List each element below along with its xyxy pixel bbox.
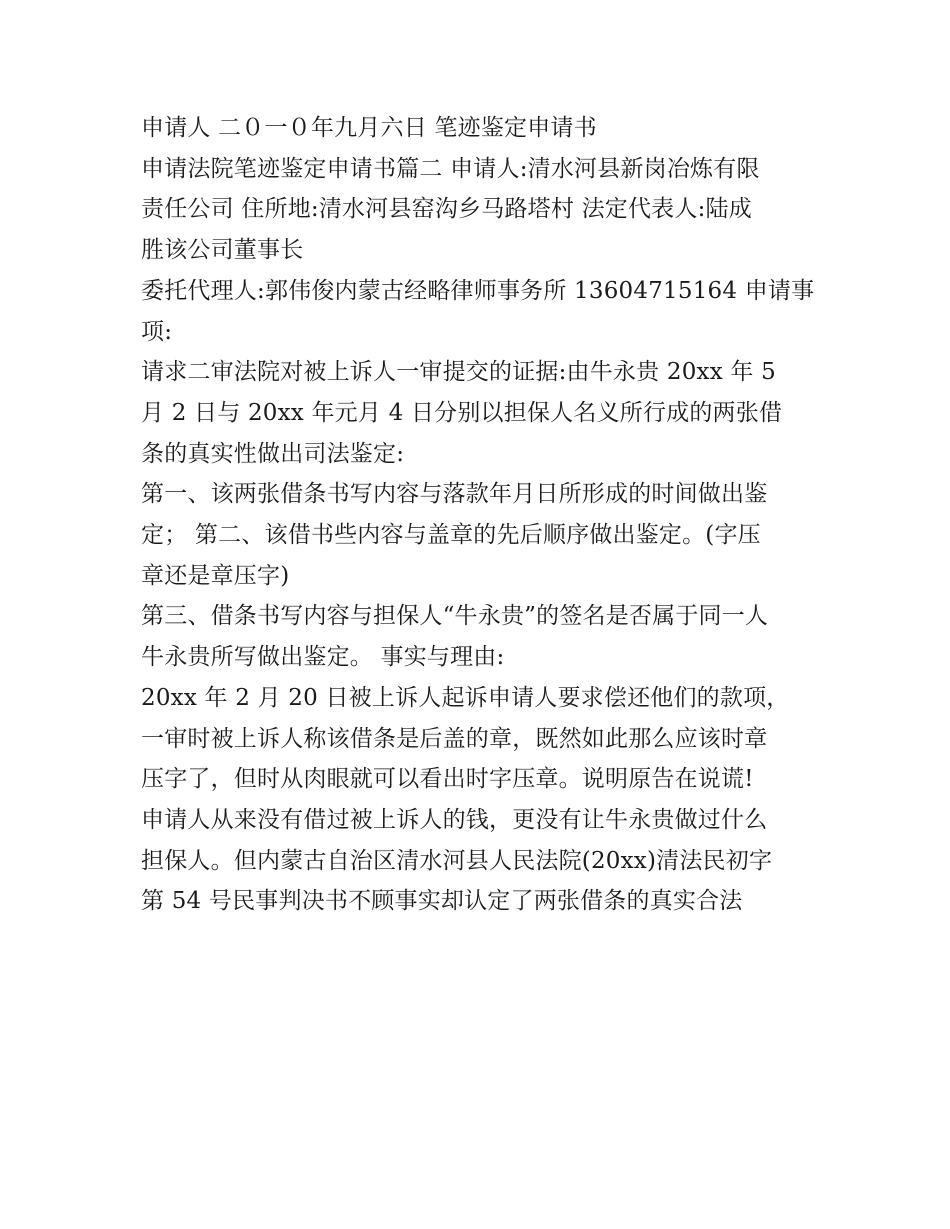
text-line-12: 章还是章压字) [141,562,290,589]
text-line-9: 条的真实性做出司法鉴定: [141,440,405,467]
text-line-8: 月 2 日与 20xx 年元月 4 日分别以担保人名义所行成的两张借 [141,399,783,426]
text-line-7: 请求二审法院对被上诉人一审提交的证据:由牛永贵 20xx 年 5 [141,359,776,386]
text-line-2: 申请法院笔迹鉴定申请书篇二 申请人:清水河县新岗冶炼有限 [141,155,760,182]
text-line-11: 定； 第二、该借书些内容与盖章的先后顺序做出鉴定。(字压 [141,522,761,549]
text-line-16: 一审时被上诉人称该借条是后盖的章，既然如此那么应该时章 [141,725,768,752]
text-line-1: 申请人 二０一０年九月六日 笔迹鉴定申请书 [141,115,597,141]
text-line-13: 第三、借条书写内容与担保人“牛永贵”的签名是否属于同一人 [141,603,769,630]
text-line-15: 20xx 年 2 月 20 日被上诉人起诉申请人要求偿还他们的款项， [141,684,790,711]
text-line-5: 委托代理人:郭伟俊内蒙古经略律师事务所 13604715164 申请事 [141,277,815,304]
text-line-10: 第一、该两张借条书写内容与落款年月日所形成的时间做出鉴 [141,481,768,508]
text-line-18: 申请人从来没有借过被上诉人的钱，更没有让牛永贵做过什么 [141,806,768,833]
text-line-17: 压字了，但时从肉眼就可以看出时字压章。说明原告在说谎! [141,766,754,793]
text-line-4: 胜该公司董事长 [141,237,304,264]
text-line-19: 担保人。但内蒙古自治区清水河县人民法院(20xx)清法民初字 [141,847,773,874]
text-line-20: 第 54 号民事判决书不顾事实却认定了两张借条的真实合法 [141,888,743,915]
document-body [141,108,821,922]
text-line-6: 项: [141,318,173,345]
text-line-3: 责任公司 住所地:清水河县窑沟乡马路塔村 法定代表人:陆成 [141,196,752,223]
text-line-14: 牛永贵所写做出鉴定。 事实与理由: [141,644,505,671]
